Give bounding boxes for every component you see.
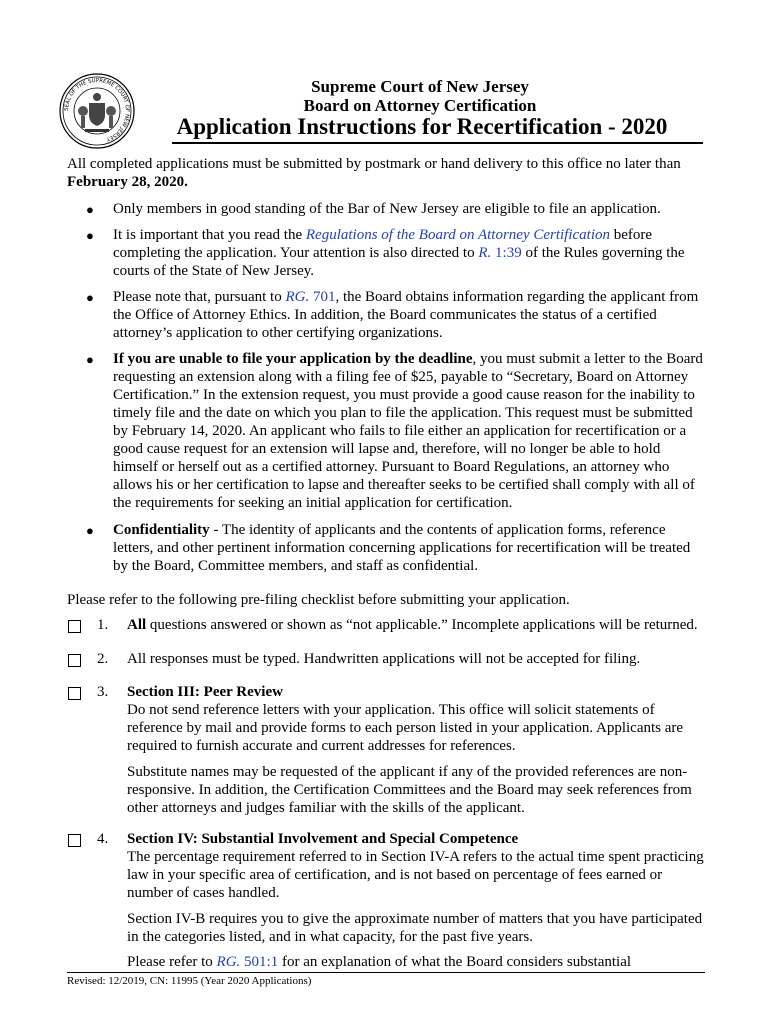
checklist-checkbox-1[interactable] <box>68 620 81 633</box>
checklist-checkbox-4[interactable] <box>68 834 81 847</box>
checklist-item-4: Section IV: Substantial Involvement and Special Competence The percentage requirement referred to in Section IV-A refers to the actual time spent practicing law in your specific area of certification, and is not based on percentage of fees earned or number of cases handled. <box>127 831 704 901</box>
deadline-date: February 28, 2020. <box>67 174 188 190</box>
revision-footer: Revised: 12/2019, CN: 11995 (Year 2020 Applications) <box>67 975 312 987</box>
title-divider <box>172 142 703 144</box>
bullet-dot-icon: ● <box>86 290 94 305</box>
checklist-item-3: Section III: Peer Review Do not send reference letters with your application. This office will solicit statements of reference by mail and provide forms to each person listed in your application. Applicants are required to furnish accurate and current addresses for references. <box>127 684 684 754</box>
svg-text:SEAL OF THE SUPREME COURT OF N: SEAL OF THE SUPREME COURT OF NEW JERSEY <box>63 77 131 143</box>
checklist-item-2: All responses must be typed. Handwritten applications will not be accepted for filing. <box>127 651 641 667</box>
bullet-dot-icon: ● <box>86 352 94 367</box>
checklist-number: 4. <box>97 831 109 847</box>
bullet-extension: If you are unable to file your application by the deadline, you must submit a letter to the Board requesting an extension along with a filing fee of $25, payable to “Secretary, Board on Attorney Certification.” In the extension request, you must provide a good cause reason for the inability to timely file and the date on which you plan to file the application. This request must be submitted by February 14, 2020. An applicant who fails to file either an application for recertification or a good cause request for an extension will lapse and, therefore, will no longer be able to hold himself or herself out as a certified attorney. Pursuant to Board Regulations, an attorney who allows his or her certification to lapse and thereafter seeks to be certified shall comply with all of the requirements for seeking an initial application for certification. <box>113 351 703 511</box>
footer-divider <box>67 972 705 973</box>
checklist-number: 1. <box>97 617 109 633</box>
checklist-item-1: All questions answered or shown as “not applicable.” Incomplete applications will be returned. <box>127 617 698 633</box>
bullet-confidentiality: Confidentiality - The identity of applicants and the contents of application forms, reference letters, and other pertinent information concerning applications for recertification will be treated by the Board, Committee members, and staff as confidential. <box>113 522 691 574</box>
bullet-regulations: It is important that you read the Regulations of the Board on Attorney Certification before completing the application. Your attention is also directed to R. 1:39 of the Rules governing the courts of the State of New Jersey. <box>113 227 685 279</box>
intro-paragraph: All completed applications must be submitted by postmark or hand delivery to this office no later than February 28, 2020. <box>67 156 681 190</box>
page-title: Application Instructions for Recertification - 2020 <box>176 114 668 139</box>
rg-501-1-link[interactable]: RG. 501:1 <box>216 954 279 970</box>
checklist-number: 3. <box>97 684 109 700</box>
checklist-number: 2. <box>97 651 109 667</box>
checklist-item-4-paragraph-3: Please refer to RG. 501:1 for an explanation of what the Board considers substantial <box>127 954 632 970</box>
bullet-dot-icon: ● <box>86 202 94 217</box>
section-heading: Section III: Peer Review <box>127 684 283 700</box>
board-name: Board on Attorney Certification <box>303 96 537 115</box>
rg-701-link[interactable]: RG. 701 <box>285 289 336 305</box>
bullet-ethics: Please note that, pursuant to RG. 701, the Board obtains information regarding the applicant from the Office of Attorney Ethics. In addition, the Board communicates the status of a certified attorney’s application to other certifying organizations. <box>113 289 699 341</box>
court-seal-logo <box>59 73 135 149</box>
court-name: Supreme Court of New Jersey <box>311 77 529 96</box>
checklist-checkbox-2[interactable] <box>68 654 81 667</box>
bullet-eligibility: Only members in good standing of the Bar of New Jersey are eligible to file an application. <box>113 201 661 217</box>
checklist-checkbox-3[interactable] <box>68 687 81 700</box>
checklist-item-3-paragraph-2: Substitute names may be requested of the applicant if any of the provided references are non-responsive. In addition, the Certification Committees and the Board may seek references from other attorneys and judges familiar with the skills of the applicant. <box>127 764 692 816</box>
regulations-link[interactable]: Regulations of the Board on Attorney Certification <box>305 227 611 243</box>
checklist-intro: Please refer to the following pre-filing checklist before submitting your application. <box>67 592 570 608</box>
section-heading: Section IV: Substantial Involvement and Special Competence <box>127 831 519 847</box>
bullet-dot-icon: ● <box>86 228 94 243</box>
bullet-dot-icon: ● <box>86 523 94 538</box>
rule-1-39-link[interactable]: R. 1:39 <box>478 245 522 261</box>
checklist-item-4-paragraph-2: Section IV-B requires you to give the approximate number of matters that you have participated in the categories listed, and in what capacity, for the past five years. <box>127 911 703 945</box>
